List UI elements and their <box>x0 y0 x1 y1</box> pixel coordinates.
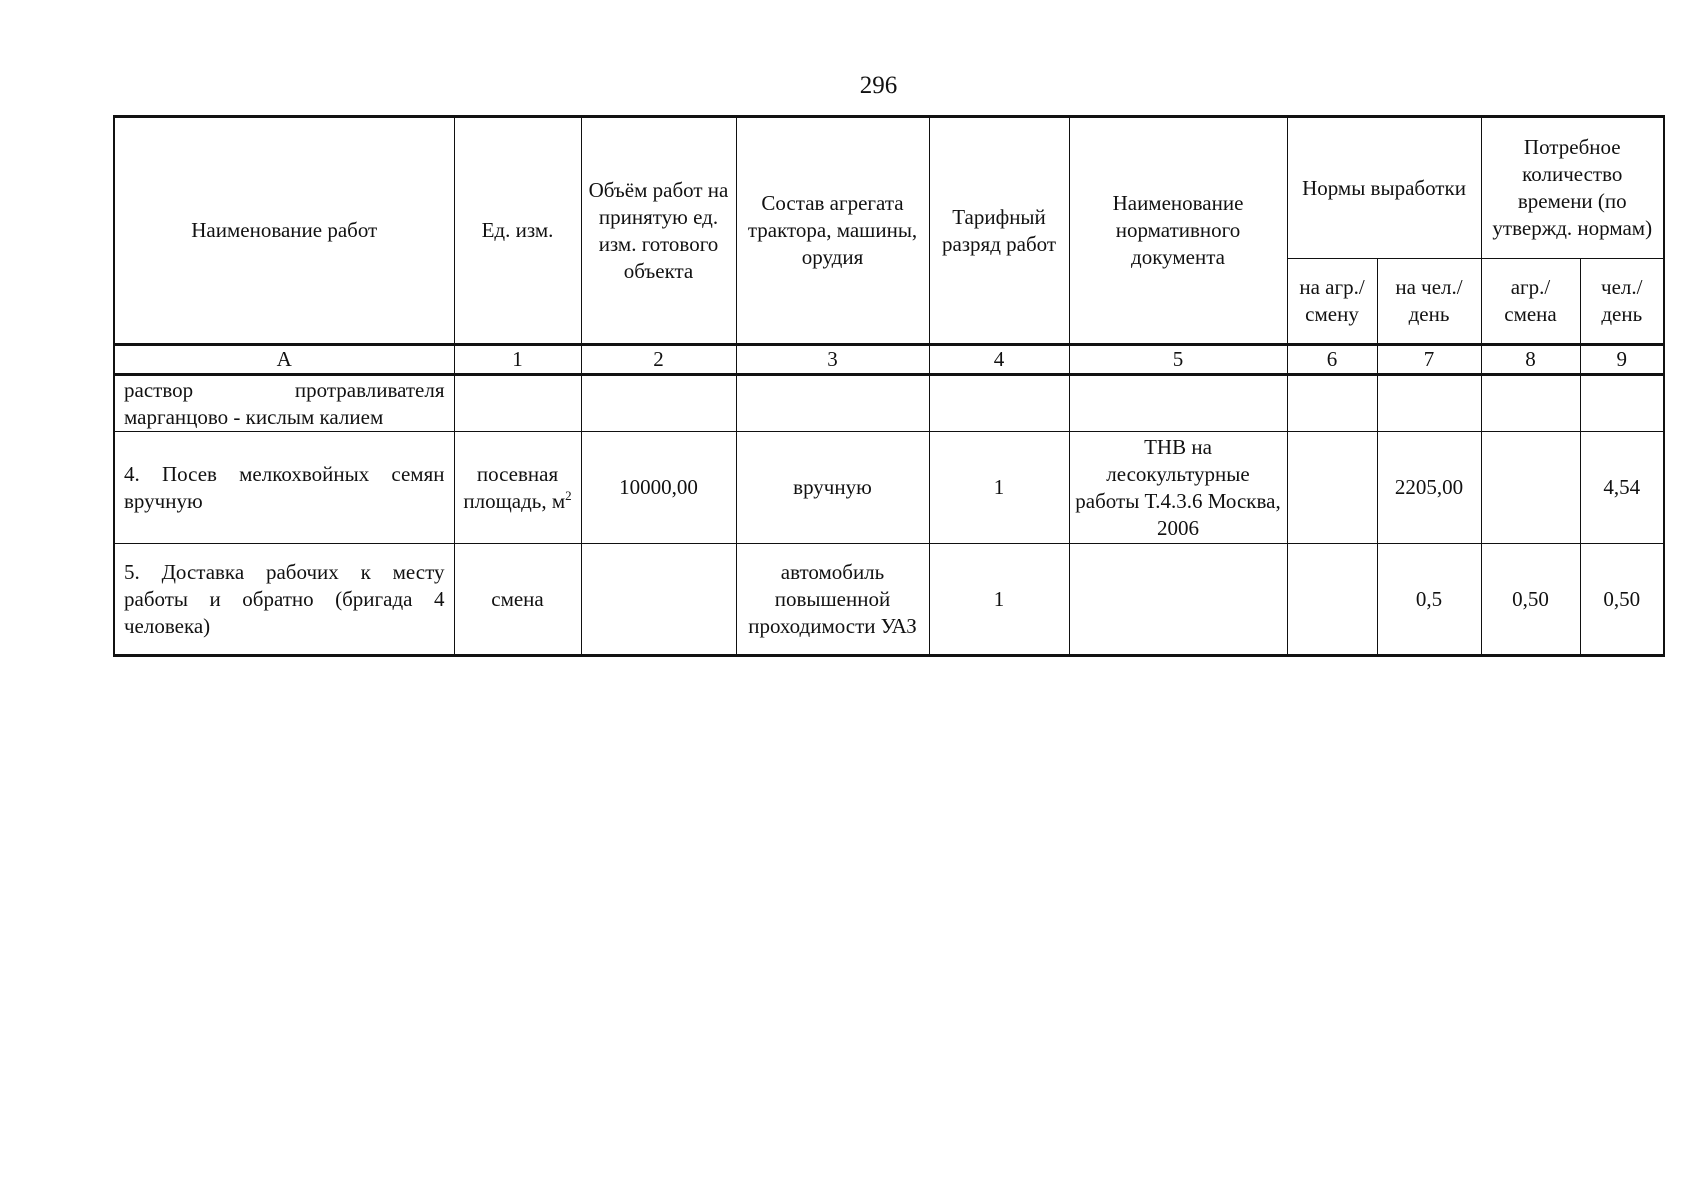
unit-cell <box>454 432 581 544</box>
column-number: 5 <box>1069 345 1287 375</box>
norm-person-cell: 0,5 <box>1377 544 1481 656</box>
norm-person-cell: 2205,00 <box>1377 432 1481 544</box>
header-time-unit-shift: агр./ смена <box>1481 259 1580 345</box>
unit-cell <box>454 375 581 432</box>
document-cell <box>1069 375 1287 432</box>
column-number: 8 <box>1481 345 1580 375</box>
column-number: 1 <box>454 345 581 375</box>
document-cell: ТНВ на лесокультурные работы Т.4.3.6 Москва, 2006 <box>1069 432 1287 544</box>
volume-cell: 10000,00 <box>581 432 736 544</box>
column-number: 2 <box>581 345 736 375</box>
volume-cell <box>581 375 736 432</box>
composition-cell: вручную <box>736 432 929 544</box>
header-unit-composition: Состав агрегата трактора, машины, орудия <box>736 117 929 345</box>
grade-cell: 1 <box>929 432 1069 544</box>
work-name-cell: 5. Доставка рабочих к месту работы и обратно (бригада 4 человека) <box>114 544 454 656</box>
page-number: 296 <box>859 72 898 99</box>
header-volume: Объём работ на принятую ед. изм. готового объекта <box>581 117 736 345</box>
column-number: 3 <box>736 345 929 375</box>
time-person-cell <box>1580 375 1664 432</box>
unit-superscript: 2 <box>565 487 572 503</box>
time-agr-cell <box>1481 432 1580 544</box>
unit-text: посевная площадь, м <box>463 461 566 513</box>
work-name-cell: 4. Посев мелкохвойных семян вручную <box>114 432 454 544</box>
column-number: А <box>114 345 454 375</box>
norm-agr-cell <box>1287 544 1377 656</box>
header-output-norms: Нормы выработки <box>1287 117 1481 259</box>
norm-agr-cell <box>1287 375 1377 432</box>
column-number: 6 <box>1287 345 1377 375</box>
header-tariff-grade: Тарифный разряд работ <box>929 117 1069 345</box>
table-row <box>114 375 1664 432</box>
document-cell <box>1069 544 1287 656</box>
table-row <box>114 432 1664 544</box>
work-table <box>113 115 1665 657</box>
time-agr-cell: 0,50 <box>1481 544 1580 656</box>
norm-person-cell <box>1377 375 1481 432</box>
time-person-cell: 0,50 <box>1580 544 1664 656</box>
header-time-person-day: чел./ день <box>1580 259 1664 345</box>
time-agr-cell <box>1481 375 1580 432</box>
grade-cell <box>929 375 1069 432</box>
work-name-text: марганцово - кислым калием <box>124 404 384 429</box>
time-person-cell: 4,54 <box>1580 432 1664 544</box>
composition-cell: автомобиль повышенной проходимости УАЗ <box>736 544 929 656</box>
column-number: 7 <box>1377 345 1481 375</box>
work-name-text: протравливателя <box>294 377 445 402</box>
norm-agr-cell <box>1287 432 1377 544</box>
header-normative-document: Наименование нормативного документа <box>1069 117 1287 345</box>
table-row <box>114 544 1664 656</box>
header-norm-per-unit-shift: на агр./ смену <box>1287 259 1377 345</box>
column-number: 4 <box>929 345 1069 375</box>
unit-cell: смена <box>454 544 581 656</box>
header-work-name: Наименование работ <box>114 117 454 345</box>
header-unit: Ед. изм. <box>454 117 581 345</box>
composition-cell <box>736 375 929 432</box>
work-name-cell <box>114 375 454 432</box>
header-required-time: Потребное количество времени (по утвержд. нормам) <box>1481 117 1664 259</box>
column-numbers-row <box>114 345 1664 375</box>
volume-cell <box>581 544 736 656</box>
column-number: 9 <box>1580 345 1664 375</box>
work-name-text: раствор <box>124 377 194 402</box>
header-norm-per-person-day: на чел./ день <box>1377 259 1481 345</box>
grade-cell: 1 <box>929 544 1069 656</box>
